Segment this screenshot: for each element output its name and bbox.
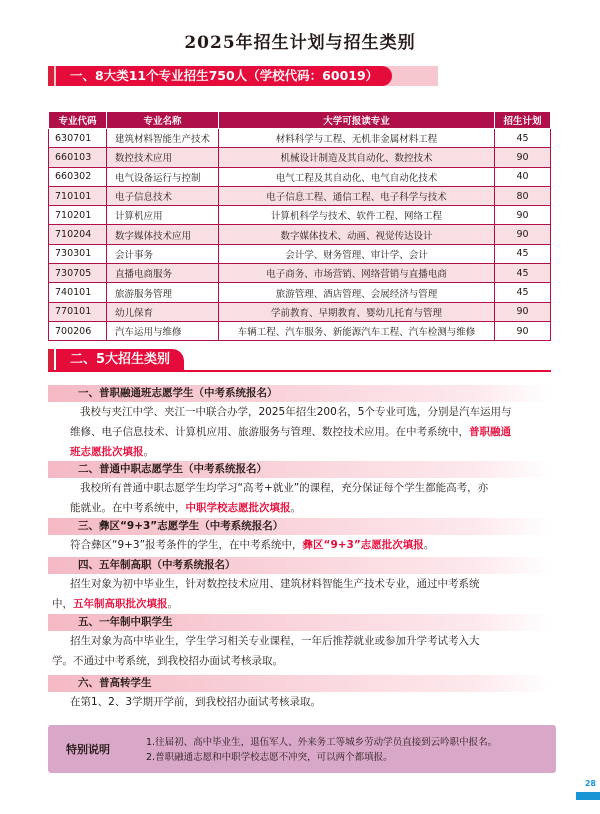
cell-university: 学前教育、早期教育、婴幼儿托育与管理 — [219, 302, 495, 321]
category3-line1: 符合彝区“9+3”报考条件的学生，在中考系统中，彝区“9+3”志愿批次填报。 — [70, 539, 435, 551]
table-row — [49, 283, 551, 302]
category1-highlight: 普职融通 — [469, 426, 511, 438]
cell-university: 电子信息工程、通信工程、电子科学与技术 — [219, 186, 495, 205]
table-row — [49, 302, 551, 321]
category2-highlight: 中职学校志愿批次填报 — [185, 502, 291, 514]
cell-name: 数控技术应用 — [107, 148, 219, 167]
category5-text — [52, 631, 546, 671]
category5-line2: 学。不通过中考系统，到我校招办面试考核录取。 — [52, 655, 283, 667]
cell-code: 660103 — [49, 148, 107, 167]
cell-quota: 40 — [495, 167, 551, 186]
category6-line1: 在第1、2、3学期开学前，到我校招办面试考核录取。 — [70, 696, 322, 708]
category5-title: 五、一年制中职学生 — [48, 614, 551, 631]
cell-code: 710101 — [49, 186, 107, 205]
table-row — [49, 225, 551, 244]
table-row — [49, 321, 551, 340]
cell-code: 730705 — [49, 264, 107, 283]
special-note-line2: 2.普职融通志愿和中职学校志愿不冲突，可以两个都填报。 — [146, 752, 393, 763]
table-row — [49, 264, 551, 283]
category4-highlight: 五年制高职批次填报 — [73, 598, 168, 610]
cell-university: 电气工程及其自动化、电气自动化技术 — [219, 167, 495, 186]
category6-title: 六、普高转学生 — [48, 675, 551, 692]
section2-left-accent — [48, 349, 54, 372]
section2-underline — [48, 370, 551, 372]
cell-university: 会计学、财务管理、审计学、会计 — [219, 244, 495, 263]
cell-name: 直播电商服务 — [107, 264, 219, 283]
cell-quota: 90 — [495, 148, 551, 167]
cell-name: 电子信息技术 — [107, 186, 219, 205]
cell-quota: 45 — [495, 244, 551, 263]
category1-text — [70, 402, 546, 462]
cell-name: 会计事务 — [107, 244, 219, 263]
section1-heading: 一、8大类11个专业招生750人（学校代码：60019） — [56, 66, 392, 86]
table-row — [49, 186, 551, 205]
cell-name: 数字媒体技术应用 — [107, 225, 219, 244]
category2-text — [70, 478, 546, 518]
cell-university: 计算机科学与技术、软件工程、网络工程 — [219, 206, 495, 225]
table-row — [49, 206, 551, 225]
category6-text — [70, 692, 546, 712]
category2-title: 二、普通中职志愿学生（中考系统报名） — [48, 461, 551, 478]
header-university: 大学可报读专业 — [219, 112, 495, 129]
category4-text — [52, 574, 546, 614]
category4-line1: 招生对象为初中毕业生，针对数控技术应用、建筑材料智能生产技术专业，通过中考系统 — [70, 578, 480, 590]
category1-line3: 班志愿批次填报。 — [70, 446, 154, 458]
cell-code: 730301 — [49, 244, 107, 263]
cell-quota: 90 — [495, 225, 551, 244]
cell-name: 幼儿保育 — [107, 302, 219, 321]
table-header-row — [49, 112, 551, 129]
cell-name: 计算机应用 — [107, 206, 219, 225]
section2-header — [48, 349, 208, 371]
cell-university: 数字媒体技术、动画、视觉传达设计 — [219, 225, 495, 244]
section2-heading: 二、5大招生类别 — [56, 349, 184, 371]
category1-line2: 维修、电子信息技术、计算机应用、旅游服务与管理、数控技术应用。在中考系统中，普职融通 — [70, 426, 511, 438]
table-row — [49, 129, 551, 148]
cell-name: 建筑材料智能生产技术 — [107, 129, 219, 148]
cell-code: 740101 — [49, 283, 107, 302]
category1-line1: 我校与夹江中学、夹江一中联合办学，2025年招生200名，5个专业可选，分别是汽车运用与 — [80, 406, 512, 418]
category5-line1: 招生对象为高中毕业生，学生学习相关专业课程，一年后推荐就业或参加升学考试考入大 — [70, 635, 480, 647]
table-row — [49, 148, 551, 167]
cell-university: 材料科学与工程、无机非金属材料工程 — [219, 129, 495, 148]
cell-code: 710201 — [49, 206, 107, 225]
special-note-label: 特别说明 — [66, 743, 110, 756]
cell-quota: 45 — [495, 264, 551, 283]
cell-name: 电气设备运行与控制 — [107, 167, 219, 186]
category2-line2: 能就业。在中考系统中，中职学校志愿批次填报。 — [70, 502, 301, 514]
category4-title: 四、五年制高职（中考系统报名） — [48, 557, 551, 574]
category4-line2: 中，五年制高职批次填报。 — [52, 598, 178, 610]
cell-quota: 45 — [495, 283, 551, 302]
header-code: 专业代码 — [49, 112, 107, 129]
section1-header — [48, 66, 548, 86]
category3-text — [70, 535, 546, 555]
majors-table — [48, 111, 551, 341]
category1-title: 一、普职融通班志愿学生（中考系统报名） — [48, 385, 551, 402]
cell-quota: 90 — [495, 321, 551, 340]
cell-quota: 90 — [495, 206, 551, 225]
cell-university: 旅游管理、酒店管理、会展经济与管理 — [219, 283, 495, 302]
table-row — [49, 167, 551, 186]
page-number: 28 — [584, 779, 596, 788]
page-title: 2025年招生计划与招生类别 — [184, 33, 416, 53]
cell-university: 电子商务、市场营销、网络营销与直播电商 — [219, 264, 495, 283]
cell-code: 700206 — [49, 321, 107, 340]
cell-name: 旅游服务管理 — [107, 283, 219, 302]
cell-name: 汽车运用与维修 — [107, 321, 219, 340]
table-row — [49, 244, 551, 263]
cell-code: 660302 — [49, 167, 107, 186]
category1-highlight-cont: 班志愿批次填报 — [70, 446, 144, 458]
special-note-box — [48, 725, 556, 773]
cell-quota: 45 — [495, 129, 551, 148]
header-quota: 招生计划 — [495, 112, 551, 129]
cell-quota: 80 — [495, 186, 551, 205]
cell-university: 车辆工程、汽车服务、新能源汽车工程、汽车检测与维修 — [219, 321, 495, 340]
category3-highlight: 彝区“9+3”志愿批次填报 — [302, 539, 424, 551]
cell-code: 770101 — [49, 302, 107, 321]
special-note-lines — [146, 735, 497, 765]
cell-code: 710204 — [49, 225, 107, 244]
header-name: 专业名称 — [107, 112, 219, 129]
category3-title: 三、彝区“9+3”志愿学生（中考系统报名） — [48, 518, 551, 535]
cell-university: 机械设计制造及其自动化、数控技术 — [219, 148, 495, 167]
cell-code: 630701 — [49, 129, 107, 148]
footer-accent-bar — [576, 792, 600, 800]
special-note-line1: 1.往届初、高中毕业生，退伍军人、外来务工等城乡劳动学员直接到云吟职中报名。 — [146, 737, 498, 748]
cell-quota: 90 — [495, 302, 551, 321]
category2-line1: 我校所有普通中职志愿学生均学习“高考+就业”的课程，充分保证每个学生都能高考，亦 — [80, 482, 489, 494]
